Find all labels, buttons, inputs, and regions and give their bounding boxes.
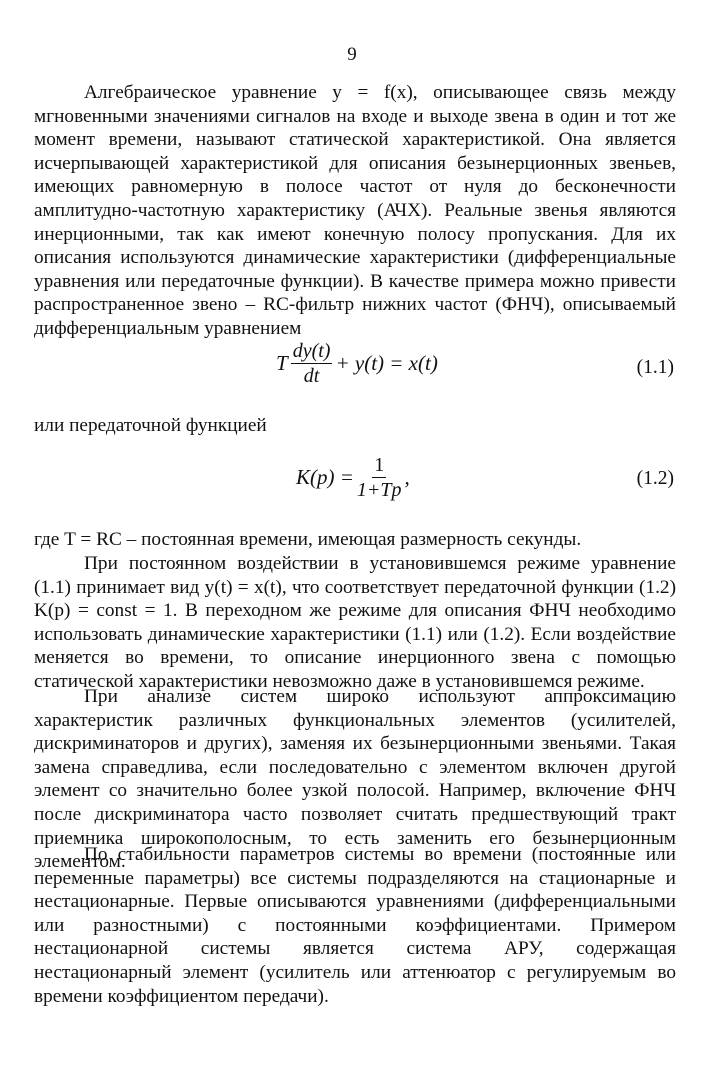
page-number: 9 [347, 44, 357, 65]
eq1-denominator: dt [303, 365, 320, 387]
eq1-fraction [291, 340, 333, 387]
eq1-numerator: dy(t) [292, 340, 331, 362]
paragraph-static-characteristic: Алгебраическое уравнение y = f(x), описывающее связь между мгновенными значениями сигналов на входе и выходе звена в один и тот же момент времени, называют статической характеристикой. Она является исчерпывающей характеристикой для описания безынерционных звеньев, имеющих равномерную в полосе частот от нуля до бесконечности амплитудно-частотную характеристику (АЧХ). Реальные звенья являются инерционными, так как имеют конечную полосу пропускания. Для их описания используются динамические характеристики (дифференциальные уравнения или передаточные функции). В качестве примера можно привести распространенное звено – RC-фильтр нижних частот (ФНЧ), описываемый дифференциальным уравнением [34, 82, 676, 339]
paragraph-time-constant: где T = RC – постоянная времени, имеющая размерность секунды. [34, 529, 582, 550]
equation-1-2 [0, 454, 704, 514]
eq1-factor: T [276, 351, 288, 375]
eq2-number: (1.2) [636, 468, 674, 489]
paragraph-steady-state: При постоянном воздействии в установившемся режиме уравнение (1.1) принимает вид y(t) = x(t), что соответствует передаточной функции (1.2) K(p) = const = 1. В переходном же режиме для описания ФНЧ необходимо использовать динамические характеристики (1.1) или (1.2). Если воздействие меняется во времени, то описание инерционного звена с помощью статической характеристики невозможно даже в установившемся режиме. [34, 553, 676, 692]
equation-1-1-body [276, 340, 438, 387]
eq2-numerator: 1 [374, 454, 385, 476]
eq2-denominator: 1+Tp [356, 479, 402, 501]
eq2-lhs: K(p) = [296, 465, 354, 489]
paragraph-approximation: При анализе систем широко используют аппроксимацию характеристик различных функциональных элементов (усилителей, дискриминаторов и других), заменяя их безынерционными звеньями. Такая замена справедлива, если последовательно с элементом включен другой элемент со значительно более узкой полосой. Например, включение ФНЧ после дискриминатора часто позволяет считать предшествующий тракт приемника широкополосным, то есть заменить его безынерционным элементом. [34, 686, 676, 873]
equation-1-2-body [296, 454, 410, 501]
paragraph-transfer-function-intro: или передаточной функцией [34, 415, 267, 436]
equation-1-1 [0, 340, 704, 400]
eq2-tail: , [404, 465, 410, 489]
eq1-rest: + y(t) = x(t) [335, 351, 438, 375]
eq1-number: (1.1) [636, 357, 674, 378]
paragraph-stationarity: По стабильности параметров системы во времени (постоянные или переменные параметры) все системы подразделяются на стационарные и нестационарные. Первые описываются уравнениями (дифференциальными или разностными) с постоянными коэффициентами. Примером нестационарной системы является система АРУ, содержащая нестационарный элемент (усилитель или аттенюатор с регулируемым во времени коэффициентом передачи). [34, 844, 676, 1007]
eq2-fraction [357, 454, 402, 501]
